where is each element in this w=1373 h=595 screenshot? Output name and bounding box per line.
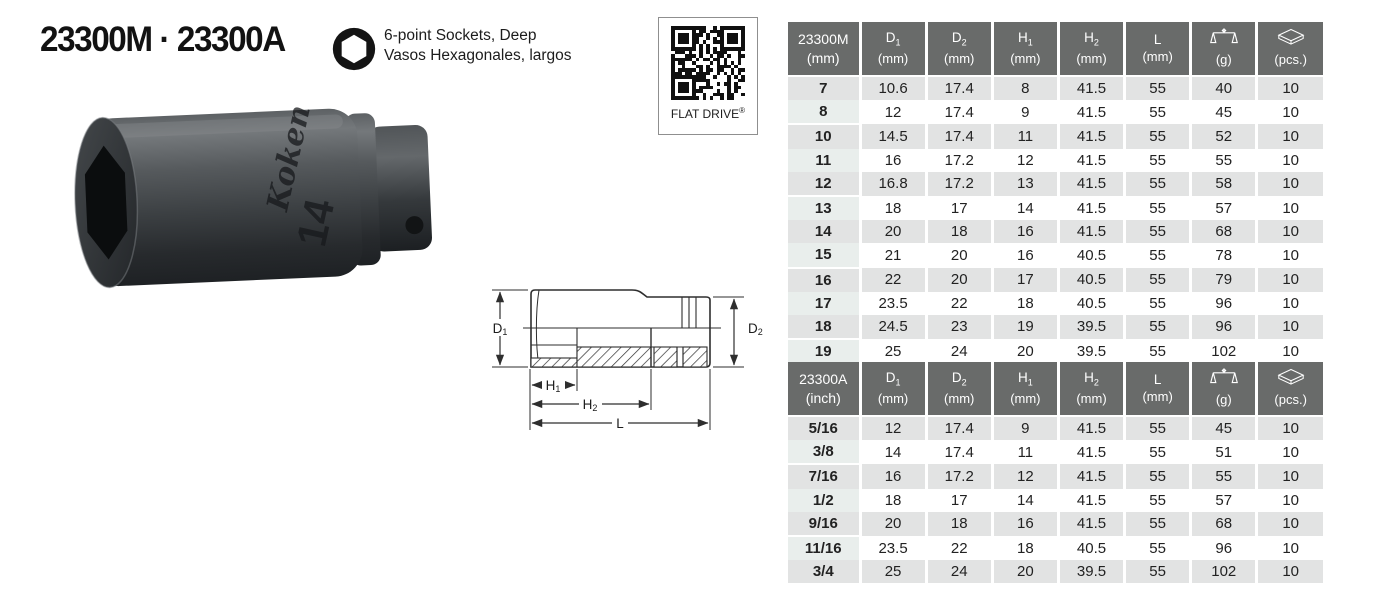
value-cell: 55 [1125, 243, 1191, 267]
value-cell: 20 [860, 220, 926, 243]
size-cell: 12 [788, 172, 860, 196]
value-cell: 22 [860, 268, 926, 292]
label-d1: D1 [492, 321, 508, 337]
value-cell: 11 [992, 124, 1058, 148]
value-cell: 12 [860, 100, 926, 124]
value-cell: 10 [1257, 440, 1323, 464]
value-cell: 10 [1257, 560, 1323, 583]
value-cell: 41.5 [1058, 76, 1124, 100]
header-l: L (mm) [1125, 22, 1191, 76]
size-cell: 15 [788, 243, 860, 267]
value-cell: 68 [1191, 220, 1257, 243]
package-icon [1276, 28, 1306, 46]
value-cell: 52 [1191, 124, 1257, 148]
size-cell: 10 [788, 124, 860, 148]
value-cell: 18 [860, 489, 926, 512]
value-cell: 17.2 [926, 172, 992, 196]
value-cell: 41.5 [1058, 196, 1124, 220]
value-cell: 25 [860, 560, 926, 583]
table-row [788, 560, 1323, 583]
table-row [788, 440, 1323, 464]
value-cell: 16 [860, 149, 926, 172]
label-h2: H2 [582, 397, 598, 413]
value-cell: 22 [926, 292, 992, 315]
value-cell: 96 [1191, 315, 1257, 339]
value-cell: 41.5 [1058, 464, 1124, 488]
value-cell: 57 [1191, 489, 1257, 512]
value-cell: 55 [1125, 440, 1191, 464]
table-row [788, 149, 1323, 172]
value-cell: 10 [1257, 512, 1323, 536]
value-cell: 10 [1257, 489, 1323, 512]
value-cell: 55 [1125, 292, 1191, 315]
qr-label: FLAT DRIVE® [670, 105, 746, 121]
value-cell: 55 [1125, 489, 1191, 512]
value-cell: 17.2 [926, 464, 992, 488]
value-cell: 55 [1125, 464, 1191, 488]
header-h2: $H_2$ (mm) [1058, 362, 1124, 416]
table-row [788, 464, 1323, 488]
value-cell: 20 [860, 512, 926, 536]
value-cell: 78 [1191, 243, 1257, 267]
value-cell: 10.6 [860, 76, 926, 100]
value-cell: 41.5 [1058, 416, 1124, 440]
value-cell: 10 [1257, 416, 1323, 440]
value-cell: 23.5 [860, 292, 926, 315]
header-model: 23300M (mm) [788, 22, 860, 76]
header-model: 23300A (inch) [788, 362, 860, 416]
size-cell: 18 [788, 315, 860, 339]
header-d1: $D_1$ (mm) [860, 362, 926, 416]
value-cell: 10 [1257, 339, 1323, 363]
value-cell: 58 [1191, 172, 1257, 196]
value-cell: 55 [1125, 124, 1191, 148]
size-cell: 1/2 [788, 489, 860, 512]
value-cell: 9 [992, 100, 1058, 124]
value-cell: 10 [1257, 172, 1323, 196]
value-cell: 10 [1257, 292, 1323, 315]
value-cell: 20 [926, 243, 992, 267]
table-row [788, 512, 1323, 536]
table-row [788, 124, 1323, 148]
value-cell: 16 [860, 464, 926, 488]
value-cell: 40.5 [1058, 268, 1124, 292]
qr-code [671, 26, 745, 100]
value-cell: 12 [992, 464, 1058, 488]
value-cell: 40.5 [1058, 292, 1124, 315]
value-cell: 39.5 [1058, 560, 1124, 583]
value-cell: 23 [926, 315, 992, 339]
value-cell: 51 [1191, 440, 1257, 464]
engraving-brand: Koken [260, 102, 318, 215]
value-cell: 10 [1257, 243, 1323, 267]
value-cell: 20 [926, 268, 992, 292]
value-cell: 55 [1125, 172, 1191, 196]
description-line-es: Vasos Hexagonales, largos [384, 46, 572, 64]
table-row [788, 243, 1323, 267]
value-cell: 41.5 [1058, 220, 1124, 243]
label-h1: H1 [545, 378, 561, 394]
value-cell: 23.5 [860, 536, 926, 560]
value-cell: 55 [1125, 100, 1191, 124]
value-cell: 40.5 [1058, 536, 1124, 560]
size-cell: 13 [788, 196, 860, 220]
size-cell: 19 [788, 339, 860, 363]
product-description [384, 26, 572, 66]
value-cell: 55 [1125, 196, 1191, 220]
dimension-drawing [478, 272, 770, 462]
table-row [788, 268, 1323, 292]
value-cell: 18 [992, 292, 1058, 315]
table-row [788, 339, 1323, 363]
value-cell: 39.5 [1058, 339, 1124, 363]
table-header-row [788, 22, 1323, 76]
value-cell: 55 [1191, 149, 1257, 172]
header-l: L (mm) [1125, 362, 1191, 416]
value-cell: 17 [926, 196, 992, 220]
value-cell: 14.5 [860, 124, 926, 148]
description-line-en: 6-point Sockets, Deep [384, 27, 537, 44]
value-cell: 18 [926, 220, 992, 243]
label-l: L [616, 416, 624, 431]
table-body-inch [788, 416, 1323, 583]
header-h1: $H_1$ (mm) [992, 22, 1058, 76]
header-h1: $H_1$ (mm) [992, 362, 1058, 416]
table-body-metric [788, 76, 1323, 363]
value-cell: 41.5 [1058, 172, 1124, 196]
header-d1: $D_1$ (mm) [860, 22, 926, 76]
value-cell: 13 [992, 172, 1058, 196]
value-cell: 55 [1125, 512, 1191, 536]
scale-icon [1210, 28, 1238, 46]
value-cell: 55 [1125, 76, 1191, 100]
value-cell: 10 [1257, 464, 1323, 488]
value-cell: 10 [1257, 100, 1323, 124]
spec-table-metric [788, 22, 1323, 363]
value-cell: 25 [860, 339, 926, 363]
label-d2: D2 [748, 321, 763, 337]
value-cell: 18 [860, 196, 926, 220]
value-cell: 55 [1125, 536, 1191, 560]
value-cell: 16 [992, 220, 1058, 243]
value-cell: 40.5 [1058, 243, 1124, 267]
value-cell: 17 [992, 268, 1058, 292]
value-cell: 39.5 [1058, 315, 1124, 339]
value-cell: 14 [992, 489, 1058, 512]
qr-panel [658, 17, 758, 135]
header-pcs: (pcs.) [1257, 22, 1323, 76]
value-cell: 10 [1257, 124, 1323, 148]
value-cell: 41.5 [1058, 440, 1124, 464]
spec-table-inch [788, 362, 1323, 583]
table-row [788, 172, 1323, 196]
table-row [788, 536, 1323, 560]
value-cell: 14 [992, 196, 1058, 220]
value-cell: 10 [1257, 220, 1323, 243]
page-title: 23300M · 23300A [40, 20, 285, 59]
value-cell: 14 [860, 440, 926, 464]
table-row [788, 489, 1323, 512]
value-cell: 20 [992, 560, 1058, 583]
value-cell: 55 [1125, 268, 1191, 292]
value-cell: 12 [860, 416, 926, 440]
value-cell: 24.5 [860, 315, 926, 339]
product-photo [35, 95, 440, 320]
value-cell: 17.4 [926, 416, 992, 440]
value-cell: 41.5 [1058, 489, 1124, 512]
value-cell: 18 [992, 536, 1058, 560]
value-cell: 17.4 [926, 440, 992, 464]
size-cell: 11/16 [788, 536, 860, 560]
socket-body [71, 96, 433, 289]
size-cell: 14 [788, 220, 860, 243]
size-cell: 5/16 [788, 416, 860, 440]
value-cell: 10 [1257, 76, 1323, 100]
value-cell: 18 [926, 512, 992, 536]
size-cell: 9/16 [788, 512, 860, 536]
header-weight: (g) [1191, 362, 1257, 416]
table-row [788, 76, 1323, 100]
value-cell: 10 [1257, 315, 1323, 339]
value-cell: 16 [992, 512, 1058, 536]
value-cell: 20 [992, 339, 1058, 363]
header-pcs: (pcs.) [1257, 362, 1323, 416]
value-cell: 41.5 [1058, 100, 1124, 124]
value-cell: 17.4 [926, 76, 992, 100]
value-cell: 55 [1125, 149, 1191, 172]
header-weight: (g) [1191, 22, 1257, 76]
value-cell: 10 [1257, 536, 1323, 560]
table-row [788, 100, 1323, 124]
value-cell: 17.4 [926, 124, 992, 148]
value-cell: 68 [1191, 512, 1257, 536]
value-cell: 41.5 [1058, 512, 1124, 536]
value-cell: 55 [1125, 315, 1191, 339]
table-row [788, 292, 1323, 315]
scale-icon [1210, 368, 1238, 386]
value-cell: 10 [1257, 149, 1323, 172]
value-cell: 55 [1125, 220, 1191, 243]
header-d2: $D_2$ (mm) [926, 362, 992, 416]
table-row [788, 416, 1323, 440]
value-cell: 17.4 [926, 100, 992, 124]
value-cell: 17.2 [926, 149, 992, 172]
value-cell: 21 [860, 243, 926, 267]
value-cell: 40 [1191, 76, 1257, 100]
table-row [788, 196, 1323, 220]
value-cell: 55 [1125, 416, 1191, 440]
value-cell: 16.8 [860, 172, 926, 196]
header-h2: $H_2$ (mm) [1058, 22, 1124, 76]
table-row [788, 315, 1323, 339]
package-icon [1276, 368, 1306, 386]
size-cell: 3/4 [788, 560, 860, 583]
value-cell: 22 [926, 536, 992, 560]
value-cell: 24 [926, 560, 992, 583]
size-cell: 7 [788, 76, 860, 100]
six-point-socket-icon [331, 26, 377, 72]
table-row [788, 220, 1323, 243]
value-cell: 10 [1257, 196, 1323, 220]
value-cell: 16 [992, 243, 1058, 267]
value-cell: 79 [1191, 268, 1257, 292]
size-cell: 17 [788, 292, 860, 315]
size-cell: 16 [788, 268, 860, 292]
header-d2: $D_2$ (mm) [926, 22, 992, 76]
table-header-row [788, 362, 1323, 416]
value-cell: 11 [992, 440, 1058, 464]
value-cell: 96 [1191, 536, 1257, 560]
section-interior [523, 328, 721, 367]
value-cell: 102 [1191, 560, 1257, 583]
size-cell: 7/16 [788, 464, 860, 488]
value-cell: 55 [1125, 560, 1191, 583]
value-cell: 96 [1191, 292, 1257, 315]
value-cell: 24 [926, 339, 992, 363]
value-cell: 41.5 [1058, 124, 1124, 148]
value-cell: 19 [992, 315, 1058, 339]
value-cell: 45 [1191, 416, 1257, 440]
value-cell: 55 [1191, 464, 1257, 488]
value-cell: 9 [992, 416, 1058, 440]
value-cell: 55 [1125, 339, 1191, 363]
value-cell: 17 [926, 489, 992, 512]
value-cell: 10 [1257, 268, 1323, 292]
engraving-size: 14 [287, 194, 344, 251]
size-cell: 11 [788, 149, 860, 172]
value-cell: 57 [1191, 196, 1257, 220]
value-cell: 12 [992, 149, 1058, 172]
value-cell: 45 [1191, 100, 1257, 124]
value-cell: 102 [1191, 339, 1257, 363]
value-cell: 8 [992, 76, 1058, 100]
value-cell: 41.5 [1058, 149, 1124, 172]
size-cell: 3/8 [788, 440, 860, 464]
size-cell: 8 [788, 100, 860, 124]
